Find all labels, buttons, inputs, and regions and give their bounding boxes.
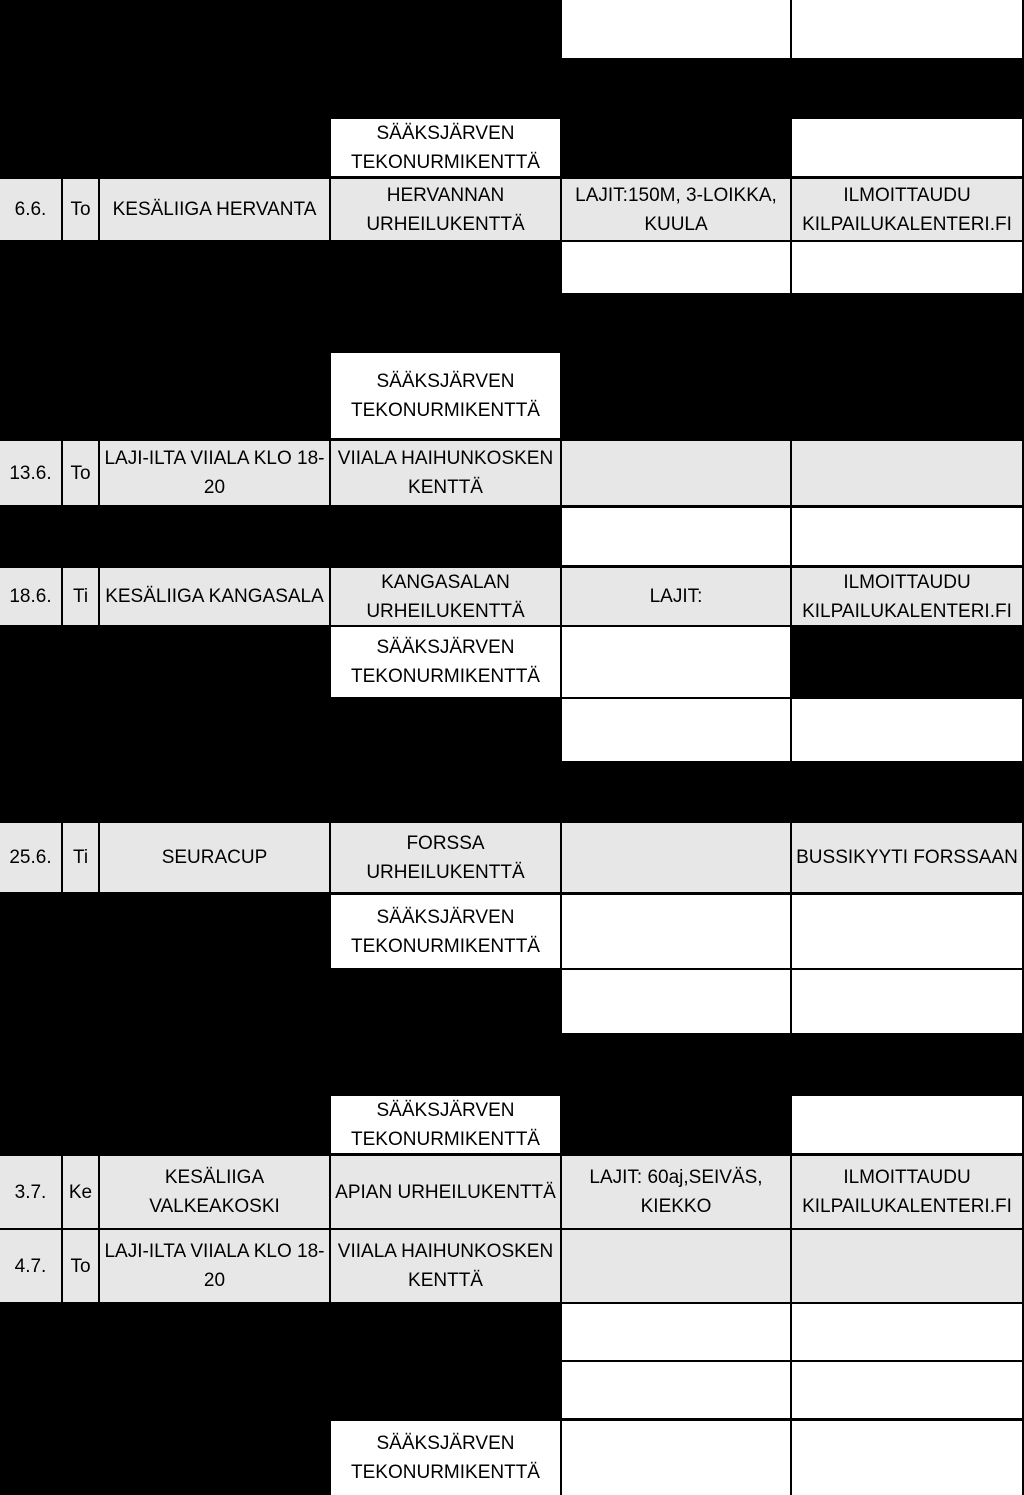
note-cell: BUSSIKYYTI FORSSAAN [792,823,1022,892]
event-cell: KESÄLIIGA HERVANTA [100,179,329,240]
events-cell [562,441,790,505]
event-cell: SEURACUP [100,823,329,892]
location-cell: FORSSA URHEILUKENTTÄ [331,823,560,892]
blank-cell [562,895,790,968]
note-cell: ILMOITTAUDU KILPAILUKALENTERI.FI [792,1156,1022,1228]
day-cell: Ke [63,1156,98,1228]
note-cell: ILMOITTAUDU KILPAILUKALENTERI.FI [792,568,1022,625]
blank-cell [792,508,1022,565]
event-cell: LAJI-ILTA VIIALA KLO 18-20 [100,441,329,505]
location-cell: SÄÄKSJÄRVEN TEKONURMIKENTTÄ [331,1096,560,1153]
blank-cell [562,1421,790,1495]
blank-cell [562,970,790,1033]
note-cell [792,1230,1022,1302]
location-cell: SÄÄKSJÄRVEN TEKONURMIKENTTÄ [331,627,560,697]
date-cell: 6.6. [0,179,61,240]
date-cell: 13.6. [0,441,61,505]
note-cell [792,441,1022,505]
blank-cell [792,1096,1022,1153]
blank-cell [792,242,1022,293]
location-cell: SÄÄKSJÄRVEN TEKONURMIKENTTÄ [331,353,560,438]
blank-cell [562,0,790,58]
day-cell: Ti [63,568,98,625]
event-cell: KESÄLIIGA VALKEAKOSKI [100,1156,329,1228]
blank-cell [562,699,790,761]
day-cell: To [63,1230,98,1302]
blank-cell [792,970,1022,1033]
location-cell: SÄÄKSJÄRVEN TEKONURMIKENTTÄ [331,1421,560,1495]
location-cell: HERVANNAN URHEILUKENTTÄ [331,179,560,240]
date-cell: 3.7. [0,1156,61,1228]
location-cell: APIAN URHEILUKENTTÄ [331,1156,560,1228]
blank-cell [792,0,1022,58]
blank-cell [792,699,1022,761]
location-cell: SÄÄKSJÄRVEN TEKONURMIKENTTÄ [331,895,560,968]
blank-cell [792,119,1022,176]
location-cell: SÄÄKSJÄRVEN TEKONURMIKENTTÄ [331,119,560,176]
events-cell [562,1230,790,1302]
location-cell: VIIALA HAIHUNKOSKEN KENTTÄ [331,1230,560,1302]
events-cell: LAJIT:150M, 3-LOIKKA, KUULA [562,179,790,240]
blank-cell [562,1362,790,1418]
note-cell: ILMOITTAUDU KILPAILUKALENTERI.FI [792,179,1022,240]
day-cell: To [63,179,98,240]
location-cell: VIIALA HAIHUNKOSKEN KENTTÄ [331,441,560,505]
blank-cell [562,242,790,293]
blank-cell [792,1362,1022,1418]
day-cell: To [63,441,98,505]
location-cell: KANGASALAN URHEILUKENTTÄ [331,568,560,625]
blank-cell [562,508,790,565]
blank-cell [792,895,1022,968]
blank-cell [792,1304,1022,1360]
day-cell: Ti [63,823,98,892]
blank-cell [792,1421,1022,1495]
date-cell: 18.6. [0,568,61,625]
events-cell [562,823,790,892]
event-cell: LAJI-ILTA VIIALA KLO 18-20 [100,1230,329,1302]
date-cell: 4.7. [0,1230,61,1302]
date-cell: 25.6. [0,823,61,892]
blank-cell [562,627,790,697]
events-cell: LAJIT: [562,568,790,625]
events-cell: LAJIT: 60aj,SEIVÄS, KIEKKO [562,1156,790,1228]
event-cell: KESÄLIIGA KANGASALA [100,568,329,625]
blank-cell [562,1304,790,1360]
